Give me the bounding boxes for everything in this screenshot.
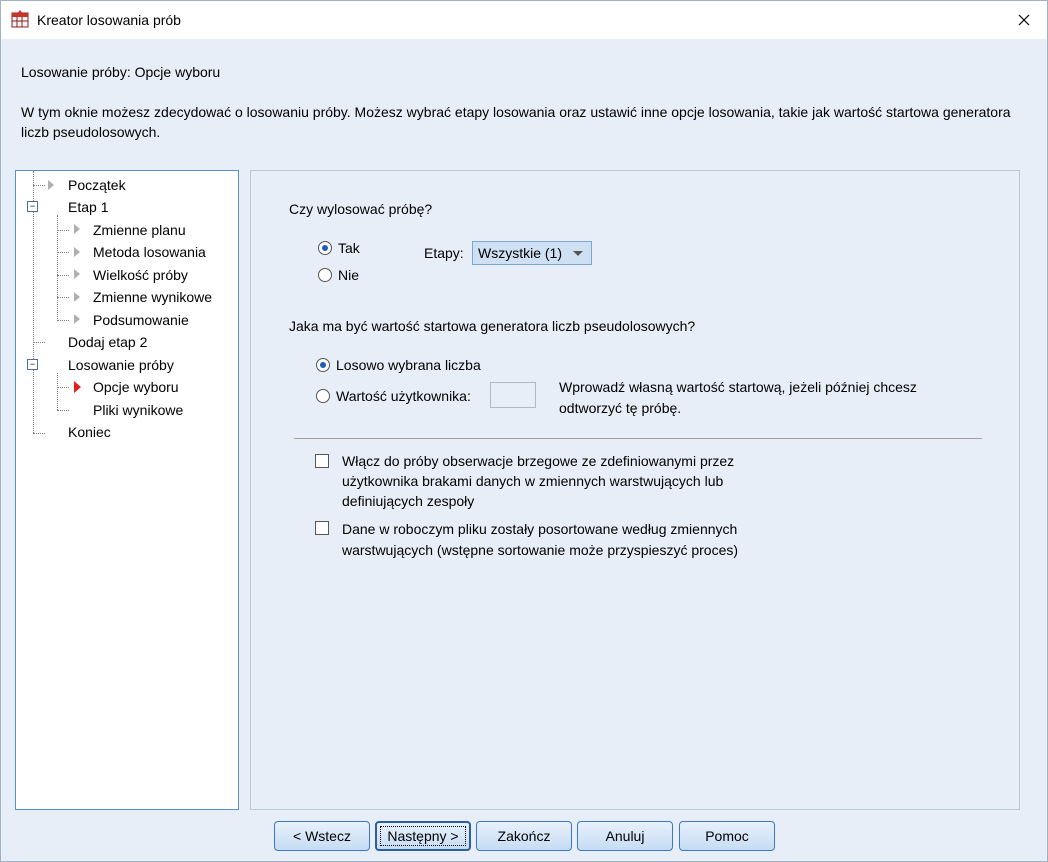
radio-tak[interactable] [318, 241, 332, 255]
stages-label: Etapy: [424, 245, 464, 261]
window-title: Kreator losowania prób [37, 12, 181, 28]
step-arrow-icon [48, 180, 54, 190]
stages-dropdown[interactable] [472, 241, 592, 265]
sample-question: Czy wylosować próbę? [289, 201, 433, 217]
tree-item-zmienne-wynikowe[interactable]: Zmienne wynikowe [93, 289, 213, 305]
collapse-icon[interactable]: − [27, 359, 38, 370]
current-step-arrow-icon [74, 381, 81, 393]
finish-button[interactable]: Zakończ [476, 821, 572, 851]
close-icon [1018, 14, 1030, 26]
tree-item-dodaj-etap-2[interactable]: Dodaj etap 2 [68, 334, 148, 350]
wizard-steps-tree[interactable] [15, 170, 239, 810]
stages-dropdown-value: Wszystkie (1) [478, 245, 562, 261]
tree-item-koniec[interactable]: Koniec [68, 424, 111, 440]
seed-value-input[interactable] [490, 382, 536, 408]
tree-item-opcje-wyboru[interactable]: Opcje wyboru [93, 379, 179, 395]
help-button[interactable]: Pomoc [679, 821, 775, 851]
radio-nie[interactable] [318, 268, 332, 282]
collapse-icon[interactable]: − [27, 201, 38, 212]
step-arrow-icon [74, 247, 80, 257]
presorted-line2[interactable]: warstwujących (wstępne sortowanie może przyspieszyć proces) [342, 542, 739, 558]
close-button[interactable] [1001, 1, 1047, 39]
seed-question: Jaka ma być wartość startowa generatora liczb pseudolosowych? [289, 318, 696, 334]
radio-random-seed-label[interactable]: Losowo wybrana liczba [336, 357, 481, 373]
page-title: Losowanie próby: Opcje wyboru [21, 64, 221, 80]
tree-item-etap-1[interactable]: Etap 1 [68, 199, 109, 215]
tree-item-losowanie-proby[interactable]: Losowanie próby [68, 357, 174, 373]
step-arrow-icon [74, 314, 80, 324]
options-panel [250, 170, 1020, 810]
include-boundary-line3[interactable]: definiujących zespoły [342, 493, 475, 509]
step-arrow-icon [74, 292, 80, 302]
include-boundary-line1[interactable]: Włącz do próby obserwacje brzegowe ze zdefiniowanymi przez [342, 453, 735, 469]
title-bar [1, 1, 1047, 39]
tree-item-poczatek[interactable]: Początek [68, 177, 126, 193]
radio-nie-label[interactable]: Nie [338, 267, 360, 283]
presorted-checkbox[interactable] [315, 521, 329, 535]
seed-hint-line1: Wprowadź własną wartość startową, jeżeli później chcesz [559, 379, 917, 395]
include-boundary-checkbox[interactable] [315, 454, 329, 468]
include-boundary-line2[interactable]: użytkownika brakami danych w zmiennych warstwujących lub [342, 473, 724, 489]
radio-user-seed-label[interactable]: Wartość użytkownika: [336, 388, 471, 404]
tree-item-metoda-losowania[interactable]: Metoda losowania [93, 244, 206, 260]
back-button[interactable]: < Wstecz [274, 821, 370, 851]
radio-tak-label[interactable]: Tak [338, 240, 360, 256]
tree-item-wielkosc-proby[interactable]: Wielkość próby [93, 267, 188, 283]
app-icon [11, 10, 29, 28]
seed-hint-line2: odtworzyć tę próbę. [559, 400, 682, 416]
tree-item-podsumowanie[interactable]: Podsumowanie [93, 312, 189, 328]
radio-user-seed[interactable] [316, 389, 330, 403]
cancel-button[interactable]: Anuluj [577, 821, 673, 851]
radio-random-seed[interactable] [316, 358, 330, 372]
step-arrow-icon [74, 224, 80, 234]
section-divider [294, 438, 982, 439]
chevron-down-icon [573, 251, 583, 256]
next-button[interactable]: Następny > [375, 821, 471, 851]
presorted-line1[interactable]: Dane w roboczym pliku zostały posortowane według zmiennych [342, 521, 738, 537]
tree-item-zmienne-planu[interactable]: Zmienne planu [93, 222, 186, 238]
tree-item-pliki-wynikowe[interactable]: Pliki wynikowe [93, 402, 184, 418]
step-arrow-icon [74, 269, 80, 279]
page-description: W tym oknie możesz zdecydować o losowaniu próby. Możesz wybrać etapy losowania oraz ustawić inne opcje losowania, takie jak wartość startowa generatora liczb pseudolosowych. [21, 104, 1011, 140]
